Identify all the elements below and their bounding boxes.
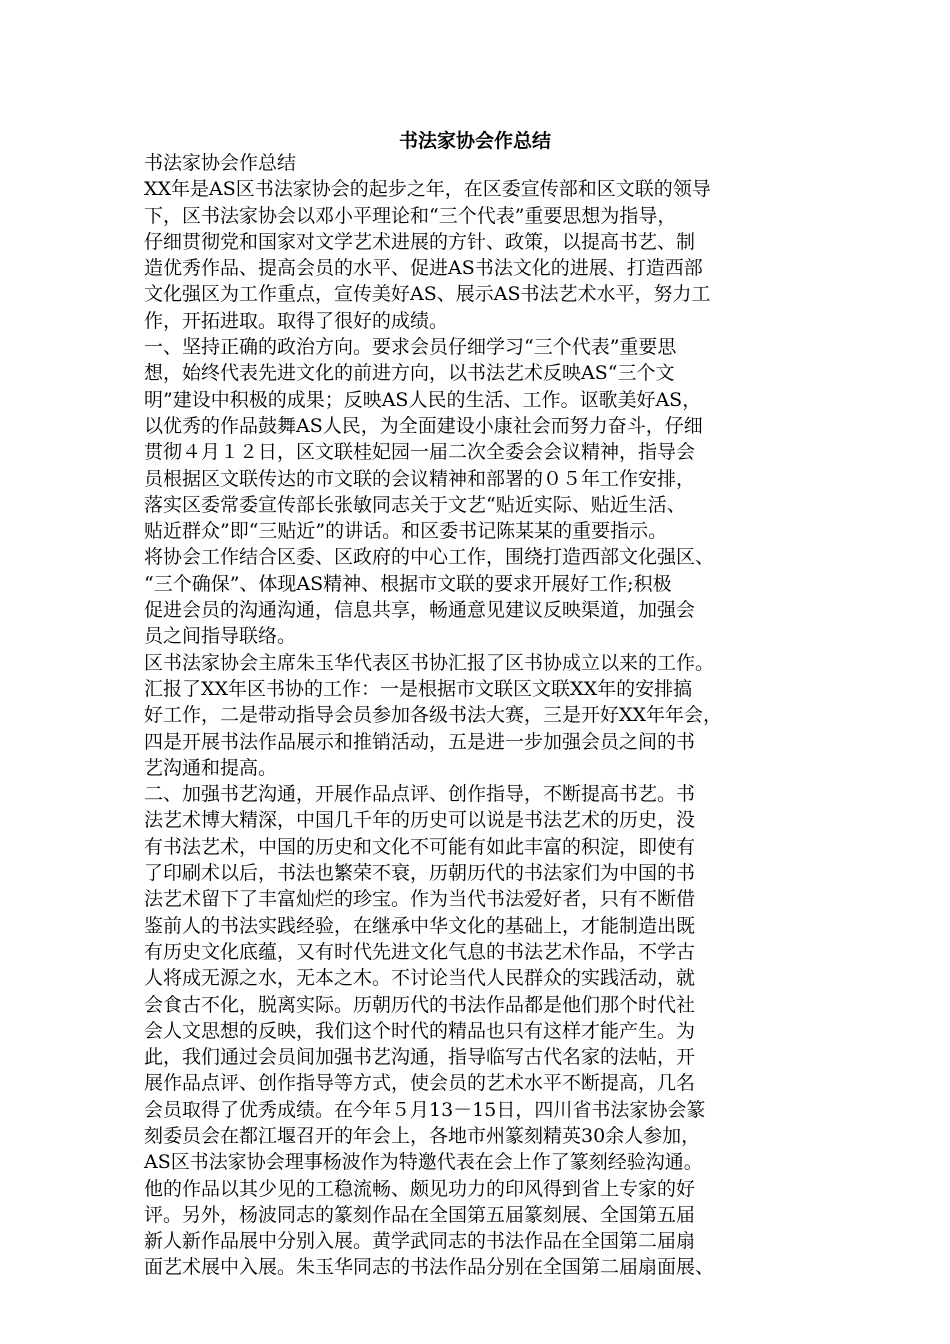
text-line: 贯彻４月１２日，区文联桂妃园一届二次全委会会议精神，指导会 — [144, 441, 696, 464]
text-line: 明”建设中积极的成果；反映AS人民的生活、工作。讴歌美好AS， — [144, 388, 702, 411]
text-line: “三个确保”、体现AS精神、根据市文联的要求开展好工作;积极 — [144, 572, 672, 595]
text-line: 有书法艺术，中国的历史和文化不可能有如此丰富的积淀，即使有 — [144, 835, 696, 858]
text-line: 员根据区文联传达的市文联的会议精神和部署的０５年工作安排， — [144, 467, 696, 490]
text-line: 刻委员会在都江堰召开的年会上，各地市州篆刻精英30余人参加， — [144, 1124, 701, 1147]
text-line: 汇报了XX年区书协的工作：一是根据市文联区文联XX年的安排搞 — [144, 677, 693, 700]
text-line: 法艺术留下了丰富灿烂的珍宝。作为当代书法爱好者，只有不断借 — [144, 888, 696, 911]
text-line: 评。另外，杨波同志的篆刻作品在全国第五届篆刻展、全国第五届 — [144, 1203, 696, 1226]
text-line: 好工作，二是带动指导会员参加各级书法大赛，三是开好XX年年会， — [144, 704, 723, 727]
text-line: 此，我们通过会员间加强书艺沟通，指导临写古代名家的法帖，开 — [144, 1046, 696, 1069]
text-line: 员之间指导联络。 — [144, 625, 297, 648]
text-line: 会食古不化，脱离实际。历朝历代的书法作品都是他们那个时代社 — [144, 993, 696, 1016]
text-line: AS区书法家协会理事杨波作为特邀代表在会上作了篆刻经验沟通。 — [144, 1151, 703, 1174]
text-line: 二、加强书艺沟通，开展作品点评、创作指导，不断提高书艺。书 — [144, 783, 696, 806]
text-line: 艺沟通和提高。 — [144, 756, 278, 779]
text-line: 区书法家协会主席朱玉华代表区书协汇报了区书协成立以来的工作。 — [144, 651, 715, 674]
document-body — [144, 150, 808, 1281]
text-line: 他的作品以其少见的工稳流畅、颇见功力的印风得到省上专家的好 — [144, 1177, 696, 1200]
text-line: 一、坚持正确的政治方向。要求会员仔细学习“三个代表”重要思 — [144, 336, 677, 359]
text-line: 落实区委常委宣传部长张敏同志关于文艺“贴近实际、贴近生活、 — [144, 493, 686, 516]
text-line: 以优秀的作品鼓舞AS人民，为全面建设小康社会而努力奋斗，仔细 — [144, 414, 703, 437]
text-line: 贴近群众”即“三贴近”的讲话。和区委书记陈某某的重要指示。 — [144, 520, 668, 543]
text-line: 会人文思想的反映，我们这个时代的精品也只有这样才能产生。为 — [144, 1019, 696, 1042]
text-line: 了印刷术以后，书法也繁荣不衰，历朝历代的书法家们为中国的书 — [144, 862, 696, 885]
text-line: 仔细贯彻党和国家对文学艺术进展的方针、政策，以提高书艺、制 — [144, 230, 696, 253]
text-line: 有历史文化底蕴，又有时代先进文化气息的书法艺术作品，不学古 — [144, 940, 696, 963]
text-line: 新人新作品展中分别入展。黄学武同志的书法作品在全国第二届扇 — [144, 1230, 696, 1253]
text-line: 法艺术博大精深，中国几千年的历史可以说是书法艺术的历史，没 — [144, 809, 696, 832]
text-line: 展作品点评、创作指导等方式，使会员的艺术水平不断提高，几名 — [144, 1072, 696, 1095]
text-line: XX年是AS区书法家协会的起步之年，在区委宣传部和区文联的领导 — [144, 178, 711, 201]
text-line: 人将成无源之水，无本之木。不讨论当代人民群众的实践活动，就 — [144, 967, 696, 990]
text-line: 想，始终代表先进文化的前进方向，以书法艺术反映AS“三个文 — [144, 362, 675, 385]
text-line: 造优秀作品、提高会员的水平、促进AS书法文化的进展、打造西部 — [144, 257, 703, 280]
text-line: 鉴前人的书法实践经验，在继承中华文化的基础上，才能制造出既 — [144, 914, 696, 937]
text-line: 书法家协会作总结 — [144, 152, 297, 174]
text-line: 促进会员的沟通沟通，信息共享，畅通意见建议反映渠道，加强会 — [144, 599, 696, 622]
text-line: 四是开展书法作品展示和推销活动，五是进一步加强会员之间的书 — [144, 730, 696, 753]
text-line: 会员取得了优秀成绩。在今年５月13－15日，四川省书法家协会篆 — [144, 1098, 706, 1121]
text-line: 作，开拓进取。取得了很好的成绩。 — [144, 309, 449, 332]
text-line: 将协会工作结合区委、区政府的中心工作，围绕打造西部文化强区、 — [144, 546, 715, 569]
document-title: 书法家协会作总结 — [398, 130, 551, 152]
text-line: 面艺术展中入展。朱玉华同志的书法作品分别在全国第二届扇面展、 — [144, 1256, 715, 1279]
text-line: 文化强区为工作重点，宣传美好AS、展示AS书法艺术水平，努力工 — [144, 283, 711, 306]
text-line: 下，区书法家协会以邓小平理论和“三个代表”重要思想为指导， — [144, 204, 677, 227]
